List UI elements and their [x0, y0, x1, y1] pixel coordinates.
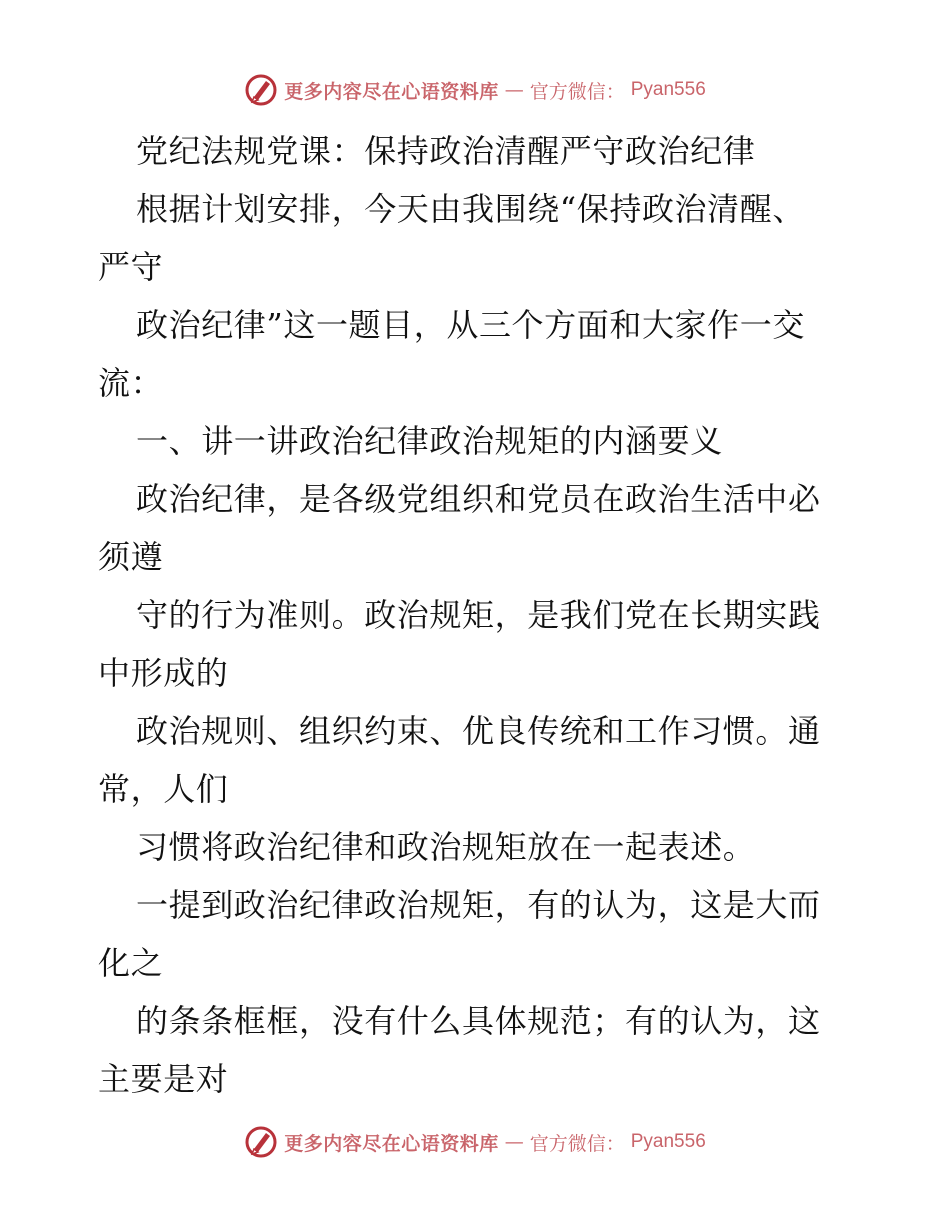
paragraph-line: 严守 [98, 248, 164, 286]
pen-circle-logo-icon [244, 73, 278, 107]
paragraph-line: 中形成的 [98, 654, 229, 692]
paragraph-line: 主要是对 [98, 1060, 229, 1098]
watermark-wechat-id: Pyan556 [630, 79, 706, 100]
paragraph-line: 政治规则、组织约束、优良传统和工作习惯。通 [136, 712, 821, 750]
watermark-wechat-label: 官方微信： [529, 1132, 625, 1155]
watermark-main-text: 更多内容尽在心语资料库 [284, 80, 499, 103]
footer-watermark-banner [0, 1120, 950, 1164]
paragraph-line: 政治纪律，是各级党组织和党员在政治生活中必 [136, 480, 821, 518]
document-body [98, 122, 854, 1108]
paragraph-line: 常，人们 [98, 770, 229, 808]
watermark-separator: — [504, 1131, 524, 1153]
paragraph-line: 须遵 [98, 538, 164, 576]
paragraph-line: 一提到政治纪律政治规矩，有的认为，这是大而 [136, 886, 821, 924]
watermark-wechat-id: Pyan556 [630, 1131, 706, 1152]
paragraph-line: 根据计划安排，今天由我围绕“保持政治清醒、 [136, 190, 805, 228]
paragraph-line: 化之 [98, 944, 164, 982]
watermark-separator: — [504, 79, 524, 101]
watermark-main-text: 更多内容尽在心语资料库 [284, 1132, 499, 1155]
header-watermark-banner [0, 68, 950, 112]
document-title-line: 党纪法规党课：保持政治清醒严守政治纪律 [136, 132, 756, 170]
paragraph-line: 的条条框框，没有什么具体规范；有的认为，这 [136, 1002, 821, 1040]
watermark-wechat-label: 官方微信： [529, 80, 625, 103]
paragraph-line: 政治纪律”这一题目，从三个方面和大家作一交 [136, 306, 805, 344]
paragraph-line: 流： [98, 364, 164, 402]
pen-circle-logo-icon [244, 1125, 278, 1159]
paragraph-line: 习惯将政治纪律和政治规矩放在一起表述。 [136, 828, 756, 866]
paragraph-line: 守的行为准则。政治规矩，是我们党在长期实践 [136, 596, 821, 634]
section-heading-line: 一、讲一讲政治纪律政治规矩的内涵要义 [136, 422, 723, 460]
